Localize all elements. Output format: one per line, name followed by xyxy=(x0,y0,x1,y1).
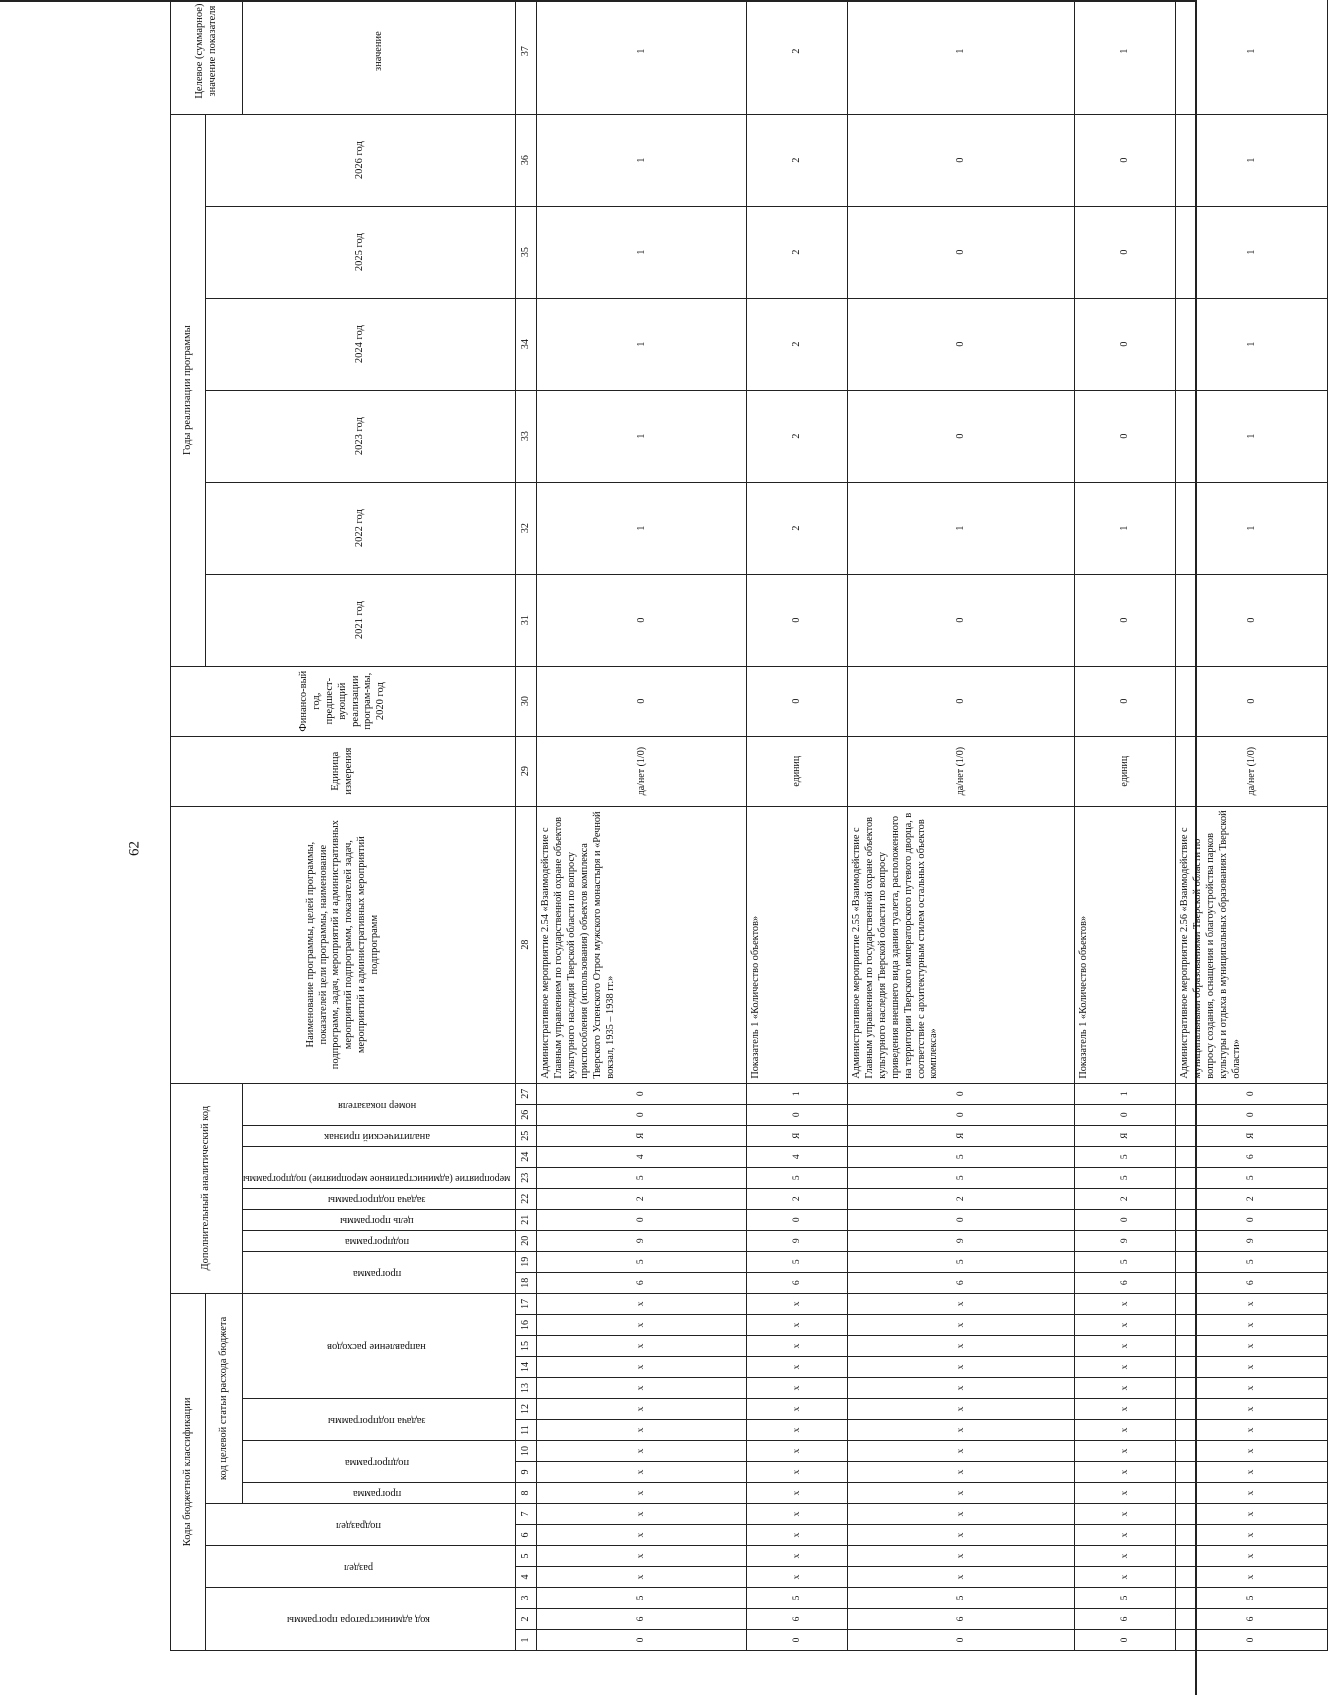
header-budget-codes: Коды бюджетной классификации xyxy=(171,1293,206,1650)
code-digit: 5 xyxy=(1075,1251,1176,1272)
code-digit: x xyxy=(1075,1546,1176,1567)
code-digit: x xyxy=(1075,1293,1176,1314)
row-year-value: 1 xyxy=(537,482,747,574)
code-digit: 0 xyxy=(848,1630,1075,1651)
col-number: 19 xyxy=(516,1251,537,1272)
code-digit: 9 xyxy=(1075,1230,1176,1251)
code-digit: x xyxy=(848,1504,1075,1525)
col-number: 8 xyxy=(516,1483,537,1504)
header-subsection: подраздел xyxy=(206,1504,516,1546)
page-number: 62 xyxy=(126,841,143,856)
col-number: 10 xyxy=(516,1441,537,1462)
code-digit: x xyxy=(537,1378,747,1399)
code-digit: 0 xyxy=(1075,1209,1176,1230)
row-target-value: 1 xyxy=(537,0,747,114)
column-numbers-row xyxy=(516,0,537,1651)
col-number: 30 xyxy=(516,666,537,736)
header-indicator-number: номер показателя xyxy=(243,1083,516,1125)
code-digit: 0 xyxy=(1176,1209,1328,1230)
row-prev-year-value: 0 xyxy=(747,666,848,736)
code-digit: 5 xyxy=(747,1588,848,1609)
code-digit: x xyxy=(1176,1504,1328,1525)
row-unit: да/нет (1/0) xyxy=(1176,736,1328,806)
code-digit: x xyxy=(747,1357,848,1378)
code-digit: x xyxy=(1075,1336,1176,1357)
code-digit: x xyxy=(1075,1462,1176,1483)
code-digit: x xyxy=(1176,1378,1328,1399)
col-number: 37 xyxy=(516,0,537,114)
code-digit: x xyxy=(1176,1420,1328,1441)
code-digit: x xyxy=(848,1378,1075,1399)
row-year-value: 0 xyxy=(1075,574,1176,666)
code-digit: 6 xyxy=(537,1272,747,1293)
header-extra-subprogram: подпрограмма xyxy=(243,1230,516,1251)
code-digit: x xyxy=(848,1567,1075,1588)
rotated-table-container xyxy=(170,3,1257,1651)
code-digit: 5 xyxy=(848,1251,1075,1272)
code-digit: 2 xyxy=(1176,1188,1328,1209)
col-number: 34 xyxy=(516,298,537,390)
code-digit: 5 xyxy=(1075,1588,1176,1609)
row-year-value: 1 xyxy=(848,482,1075,574)
row-year-value: 0 xyxy=(747,574,848,666)
code-digit: 0 xyxy=(848,1104,1075,1125)
code-digit: x xyxy=(1176,1357,1328,1378)
code-digit: x xyxy=(537,1441,747,1462)
row-year-value: 2 xyxy=(747,298,848,390)
header-unit: Единица измерения xyxy=(171,736,516,806)
code-digit: 5 xyxy=(848,1588,1075,1609)
header-admin-code: код администратора программы xyxy=(206,1588,516,1651)
code-digit: x xyxy=(848,1293,1075,1314)
code-digit: x xyxy=(747,1378,848,1399)
code-digit: x xyxy=(747,1293,848,1314)
col-number: 2 xyxy=(516,1609,537,1630)
code-digit: x xyxy=(747,1462,848,1483)
col-number: 15 xyxy=(516,1336,537,1357)
code-digit: x xyxy=(848,1546,1075,1567)
code-digit: x xyxy=(848,1462,1075,1483)
row-prev-year-value: 0 xyxy=(1176,666,1328,736)
col-number: 16 xyxy=(516,1315,537,1336)
row-year-value: 2 xyxy=(747,482,848,574)
code-digit: x xyxy=(1075,1315,1176,1336)
code-digit: 9 xyxy=(537,1230,747,1251)
code-digit: 5 xyxy=(848,1167,1075,1188)
row-target-value: 1 xyxy=(1075,0,1176,114)
code-digit: x xyxy=(1176,1399,1328,1420)
code-digit: x xyxy=(848,1315,1075,1336)
code-digit: 5 xyxy=(537,1251,747,1272)
header-name: Наименование программы, целей программы, показателей цели программы, наименование подпрограмм, задач, мероприятий и административных мероприятий подпрограмм, показателей задач, мероприятий и административных мероприятий подпрограмм xyxy=(171,806,516,1083)
code-digit: 0 xyxy=(848,1209,1075,1230)
code-digit: 5 xyxy=(1176,1167,1328,1188)
code-digit: 0 xyxy=(1176,1104,1328,1125)
code-digit: x xyxy=(537,1399,747,1420)
header-program: программа xyxy=(243,1483,516,1504)
col-number: 17 xyxy=(516,1293,537,1314)
col-number: 36 xyxy=(516,114,537,206)
header-year-2022: 2022 год xyxy=(206,482,516,574)
code-digit: x xyxy=(537,1420,747,1441)
row-year-value: 0 xyxy=(1176,574,1328,666)
header-year-2024: 2024 год xyxy=(206,298,516,390)
code-digit: 0 xyxy=(537,1083,747,1104)
code-digit: x xyxy=(848,1483,1075,1504)
row-year-value: 1 xyxy=(537,298,747,390)
header-extra-program: программа xyxy=(243,1251,516,1293)
code-digit: 4 xyxy=(537,1146,747,1167)
row-year-value: 1 xyxy=(537,114,747,206)
code-digit: 5 xyxy=(848,1146,1075,1167)
code-digit: x xyxy=(537,1567,747,1588)
col-number: 26 xyxy=(516,1104,537,1125)
header-subprogram-task: задача подпрограммы xyxy=(243,1399,516,1441)
code-digit: 6 xyxy=(848,1272,1075,1293)
code-digit: x xyxy=(537,1293,747,1314)
col-number: 23 xyxy=(516,1167,537,1188)
code-digit: x xyxy=(537,1357,747,1378)
col-number: 31 xyxy=(516,574,537,666)
code-digit: 0 xyxy=(537,1209,747,1230)
code-digit: x xyxy=(747,1483,848,1504)
code-digit: x xyxy=(747,1420,848,1441)
code-digit: 1 xyxy=(1075,1083,1176,1104)
code-digit: x xyxy=(1176,1483,1328,1504)
code-digit: 6 xyxy=(848,1609,1075,1630)
col-number: 13 xyxy=(516,1378,537,1399)
col-number: 25 xyxy=(516,1125,537,1146)
code-digit: x xyxy=(848,1357,1075,1378)
row-name: Показатель 1 «Количество объектов» xyxy=(1075,806,1176,1083)
header-year-2026: 2026 год xyxy=(206,114,516,206)
code-digit: 6 xyxy=(1176,1146,1328,1167)
code-digit: 2 xyxy=(537,1188,747,1209)
row-unit: единиц xyxy=(1075,736,1176,806)
code-digit: x xyxy=(537,1504,747,1525)
row-target-value: 1 xyxy=(1176,0,1328,114)
row-year-value: 1 xyxy=(537,390,747,482)
code-digit: x xyxy=(1176,1525,1328,1546)
col-number: 29 xyxy=(516,736,537,806)
row-year-value: 0 xyxy=(848,390,1075,482)
code-digit: x xyxy=(747,1504,848,1525)
col-number: 9 xyxy=(516,1462,537,1483)
row-year-value: 1 xyxy=(1176,206,1328,298)
code-digit: Я xyxy=(747,1125,848,1146)
code-digit: x xyxy=(848,1420,1075,1441)
code-digit: x xyxy=(1176,1441,1328,1462)
row-year-value: 0 xyxy=(848,114,1075,206)
code-digit: x xyxy=(747,1525,848,1546)
code-digit: x xyxy=(1075,1357,1176,1378)
table-row xyxy=(537,0,747,1651)
code-digit: x xyxy=(1075,1525,1176,1546)
col-number: 20 xyxy=(516,1230,537,1251)
row-year-value: 2 xyxy=(747,390,848,482)
code-digit: x xyxy=(747,1567,848,1588)
header-target-group: Целевое (суммарное) значение показателя xyxy=(171,0,243,114)
col-number: 11 xyxy=(516,1420,537,1441)
row-year-value: 0 xyxy=(1075,206,1176,298)
row-name: Административное мероприятие 2.56 «Взаимодействие с муниципальными образованиями Тверской области по вопросу создания, оснащения и благоустройства парков культуры и отдыха в муниципальных образованиях Тверской области» xyxy=(1176,806,1328,1083)
header-year-2021: 2021 год xyxy=(206,574,516,666)
code-digit: 0 xyxy=(747,1209,848,1230)
code-digit: x xyxy=(537,1462,747,1483)
header-year-2023: 2023 год xyxy=(206,390,516,482)
code-digit: 6 xyxy=(747,1272,848,1293)
code-digit: 5 xyxy=(1176,1251,1328,1272)
col-number: 27 xyxy=(516,1083,537,1104)
code-digit: 5 xyxy=(1075,1167,1176,1188)
row-name: Показатель 1 «Количество объектов» xyxy=(747,806,848,1083)
code-digit: 6 xyxy=(747,1609,848,1630)
table-row xyxy=(848,0,1075,1651)
col-number: 22 xyxy=(516,1188,537,1209)
col-number: 32 xyxy=(516,482,537,574)
code-digit: 2 xyxy=(747,1188,848,1209)
code-digit: 6 xyxy=(1176,1272,1328,1293)
code-digit: x xyxy=(747,1336,848,1357)
code-digit: 5 xyxy=(1176,1588,1328,1609)
code-digit: x xyxy=(537,1525,747,1546)
header-extra-code: Дополнительный аналитический код xyxy=(171,1083,243,1293)
header-program-goal: цель программы xyxy=(243,1209,516,1230)
row-year-value: 1 xyxy=(1176,298,1328,390)
code-digit: x xyxy=(1075,1378,1176,1399)
row-unit: единиц xyxy=(747,736,848,806)
col-number: 4 xyxy=(516,1567,537,1588)
code-digit: x xyxy=(1176,1462,1328,1483)
row-prev-year-value: 0 xyxy=(848,666,1075,736)
code-digit: 4 xyxy=(747,1146,848,1167)
header-analytic-sign: аналитический признак xyxy=(243,1125,516,1146)
code-digit: x xyxy=(747,1546,848,1567)
row-unit: да/нет (1/0) xyxy=(848,736,1075,806)
row-year-value: 0 xyxy=(1075,114,1176,206)
code-digit: x xyxy=(1176,1315,1328,1336)
code-digit: 0 xyxy=(537,1630,747,1651)
code-digit: x xyxy=(537,1315,747,1336)
row-year-value: 0 xyxy=(848,206,1075,298)
code-digit: 6 xyxy=(1075,1609,1176,1630)
header-prev-year: Финансо-вый год, предшест-вующий реализации програм-мы, 2020 год xyxy=(171,666,516,736)
code-digit: Я xyxy=(848,1125,1075,1146)
header-activity: мероприятие (административное мероприятие) подпрограммы xyxy=(243,1146,516,1188)
col-number: 18 xyxy=(516,1272,537,1293)
row-target-value: 2 xyxy=(747,0,848,114)
code-digit: 1 xyxy=(747,1083,848,1104)
row-name: Административное мероприятие 2.54 «Взаимодействие с Главным управлением по государственной охране объектов культурного наследия Тверской области по вопросу приспособления (использования) объектов комплекса Тверского Успенского Отроч мужского монастыря и «Речной вокзал, 1935 – 1938 гг.» xyxy=(537,806,747,1083)
code-digit: 0 xyxy=(1075,1104,1176,1125)
col-number: 24 xyxy=(516,1146,537,1167)
code-digit: 5 xyxy=(537,1167,747,1188)
row-name: Административное мероприятие 2.55 «Взаимодействие с Главным управлением по государственной охране объектов культурного наследия Тверской области по вопросу приведения внешнего вида здания туалета, расположенного на территории Тверского императорского путевого дворца, в соответствие с архитектурным стилем остальных объектов комплекса» xyxy=(848,806,1075,1083)
col-number: 28 xyxy=(516,806,537,1083)
code-digit: 0 xyxy=(1075,1630,1176,1651)
header-extra-task: задача подпрограммы xyxy=(243,1188,516,1209)
code-digit: x xyxy=(1176,1546,1328,1567)
code-digit: 0 xyxy=(1176,1083,1328,1104)
code-digit: 9 xyxy=(747,1230,848,1251)
row-year-value: 0 xyxy=(848,574,1075,666)
code-digit: x xyxy=(1075,1483,1176,1504)
code-digit: Я xyxy=(537,1125,747,1146)
code-digit: 0 xyxy=(747,1104,848,1125)
code-digit: 0 xyxy=(848,1083,1075,1104)
header-section: раздел xyxy=(206,1546,516,1588)
row-prev-year-value: 0 xyxy=(537,666,747,736)
table-row xyxy=(1075,0,1176,1651)
code-digit: x xyxy=(1075,1441,1176,1462)
code-digit: x xyxy=(848,1399,1075,1420)
code-digit: 2 xyxy=(1075,1188,1176,1209)
code-digit: 5 xyxy=(747,1167,848,1188)
col-number: 3 xyxy=(516,1588,537,1609)
row-year-value: 1 xyxy=(1176,482,1328,574)
table-body xyxy=(537,0,1328,1651)
col-number: 5 xyxy=(516,1546,537,1567)
code-digit: 5 xyxy=(747,1251,848,1272)
col-number: 6 xyxy=(516,1525,537,1546)
row-unit: да/нет (1/0) xyxy=(537,736,747,806)
table-row xyxy=(1176,0,1328,1651)
code-digit: 2 xyxy=(848,1188,1075,1209)
col-number: 14 xyxy=(516,1357,537,1378)
code-digit: 9 xyxy=(1176,1230,1328,1251)
row-target-value: 1 xyxy=(848,0,1075,114)
row-year-value: 0 xyxy=(848,298,1075,390)
col-number: 1 xyxy=(516,1630,537,1651)
program-indicators-table xyxy=(170,0,1328,1651)
row-year-value: 2 xyxy=(747,206,848,298)
code-digit: x xyxy=(1176,1567,1328,1588)
code-digit: x xyxy=(537,1483,747,1504)
col-number: 33 xyxy=(516,390,537,482)
header-target-value: значение xyxy=(243,0,516,114)
code-digit: 5 xyxy=(537,1588,747,1609)
col-number: 21 xyxy=(516,1209,537,1230)
code-digit: x xyxy=(1176,1336,1328,1357)
header-years-group: Годы реализации программы xyxy=(171,114,206,666)
code-digit: x xyxy=(1075,1399,1176,1420)
code-digit: x xyxy=(1176,1293,1328,1314)
col-number: 7 xyxy=(516,1504,537,1525)
code-digit: 0 xyxy=(747,1630,848,1651)
code-digit: x xyxy=(848,1441,1075,1462)
code-digit: x xyxy=(747,1399,848,1420)
code-digit: x xyxy=(537,1546,747,1567)
code-digit: x xyxy=(848,1336,1075,1357)
code-digit: Я xyxy=(1075,1125,1176,1146)
code-digit: 6 xyxy=(1176,1609,1328,1630)
code-digit: 6 xyxy=(1075,1272,1176,1293)
code-digit: 5 xyxy=(1075,1146,1176,1167)
code-digit: 9 xyxy=(848,1230,1075,1251)
row-prev-year-value: 0 xyxy=(1075,666,1176,736)
code-digit: x xyxy=(1075,1420,1176,1441)
header-expense-direction: направление расходов xyxy=(243,1293,516,1398)
code-digit: Я xyxy=(1176,1125,1328,1146)
code-digit: x xyxy=(747,1441,848,1462)
row-year-value: 0 xyxy=(1075,390,1176,482)
code-digit: 0 xyxy=(537,1104,747,1125)
row-year-value: 0 xyxy=(1075,298,1176,390)
code-digit: 6 xyxy=(537,1609,747,1630)
code-digit: x xyxy=(1075,1504,1176,1525)
header-target-article: код целевой статьи расхода бюджета xyxy=(206,1293,243,1503)
header-year-2025: 2025 год xyxy=(206,206,516,298)
row-year-value: 1 xyxy=(1075,482,1176,574)
row-year-value: 2 xyxy=(747,114,848,206)
row-year-value: 1 xyxy=(1176,114,1328,206)
row-year-value: 1 xyxy=(1176,390,1328,482)
code-digit: x xyxy=(537,1336,747,1357)
header-subprogram: подпрограмма xyxy=(243,1441,516,1483)
row-year-value: 1 xyxy=(537,206,747,298)
code-digit: x xyxy=(848,1525,1075,1546)
code-digit: x xyxy=(747,1315,848,1336)
col-number: 12 xyxy=(516,1399,537,1420)
col-number: 35 xyxy=(516,206,537,298)
code-digit: 0 xyxy=(1176,1630,1328,1651)
row-year-value: 0 xyxy=(537,574,747,666)
table-row xyxy=(747,0,848,1651)
code-digit: x xyxy=(1075,1567,1176,1588)
